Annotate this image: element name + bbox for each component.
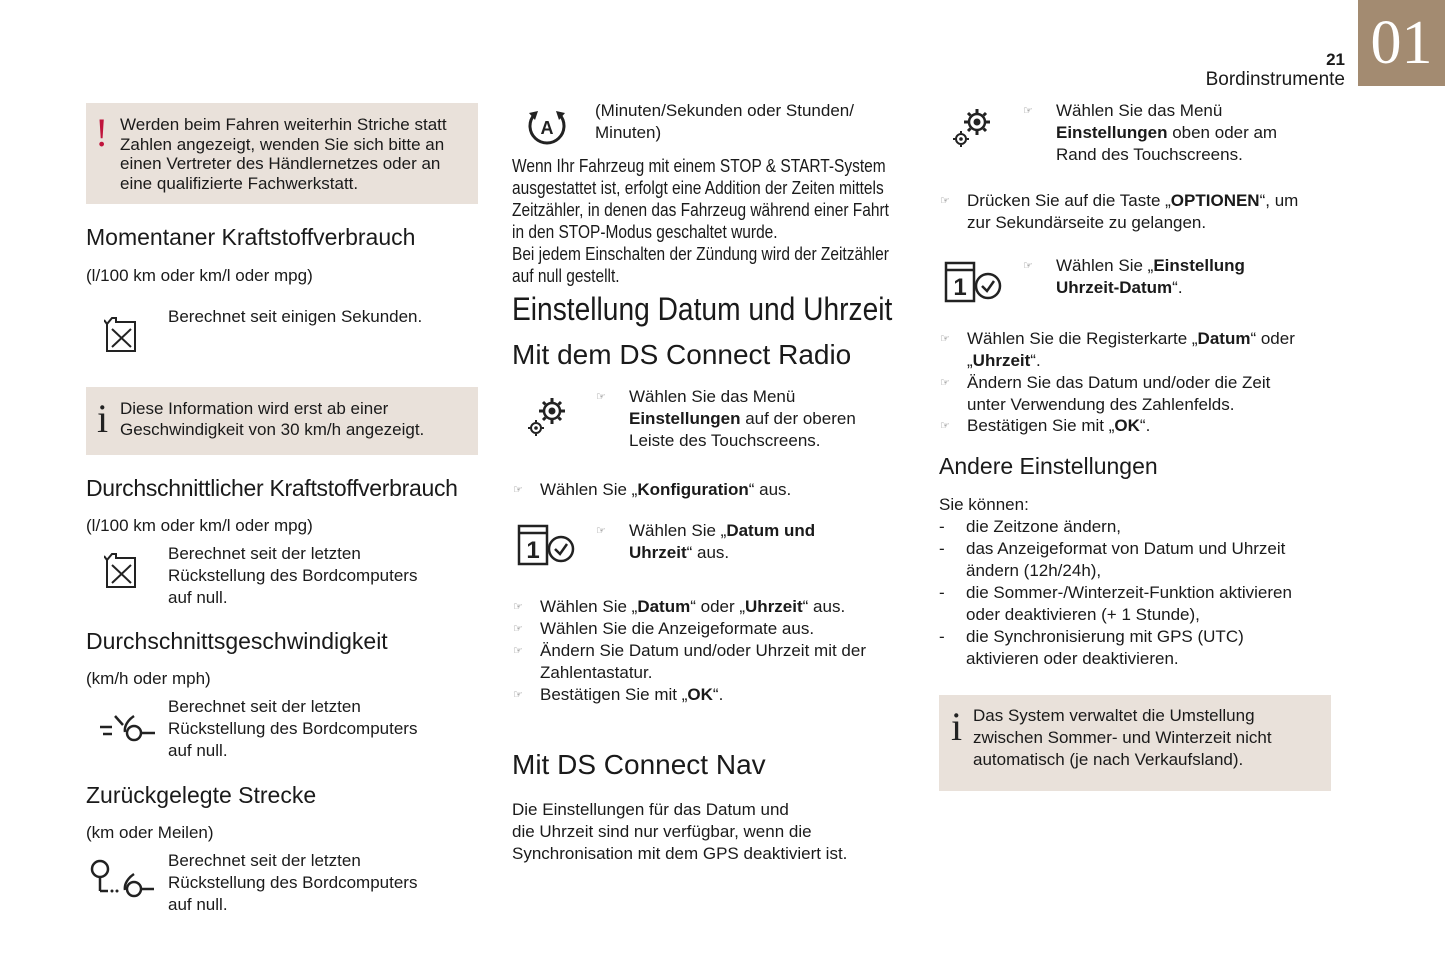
- step-line: [967, 350, 1295, 372]
- step-line: Rand des Touchscreens.: [1056, 145, 1243, 164]
- bullet-icon: ☞: [940, 377, 950, 389]
- momentary-text: Berechnet seit einigen Sekunden.: [168, 307, 423, 326]
- step-rest: auf der oberen: [740, 409, 856, 428]
- text-bold: Uhrzeit: [745, 597, 803, 616]
- settings-gears-icon: [951, 106, 995, 150]
- svg-text:1: 1: [953, 274, 967, 301]
- step-line: [1056, 122, 1277, 144]
- text-line: Bei jedem Einschalten der Zündung wird der Zeitzähler: [512, 244, 889, 264]
- bullet-icon: ☞: [940, 420, 950, 432]
- text-line: Zeitzähler, in denen das Fahrzeug während einer Fahrt: [512, 200, 889, 220]
- caption-line: (Minuten/Sekunden oder Stunden/: [595, 101, 854, 120]
- info-mark: i: [97, 396, 109, 441]
- text-part: Wählen Sie „: [540, 480, 638, 499]
- text-line: auf null.: [168, 741, 228, 760]
- step-line: Ändern Sie Datum und/oder Uhrzeit mit der: [540, 641, 866, 660]
- step-line: [629, 520, 815, 542]
- text-line: Rückstellung des Bordcomputers: [168, 873, 418, 892]
- fuel-can-icon: [104, 551, 138, 589]
- text-bold: Konfiguration: [637, 480, 749, 499]
- distance-title: Zurückgelegte Strecke: [86, 782, 317, 808]
- step-line: Wählen Sie das Menü: [1056, 101, 1223, 120]
- text-part: “.: [712, 685, 724, 704]
- text-bold: Uhrzeit-Datum: [1056, 278, 1173, 297]
- text-bold: Datum: [637, 597, 691, 616]
- text-part: Wählen Sie „: [629, 521, 727, 540]
- calendar-clock-icon: [944, 260, 1004, 304]
- bullet-icon: ☞: [513, 645, 523, 657]
- bullet-icon: ☞: [940, 333, 950, 345]
- text-line: Rückstellung des Bordcomputers: [168, 719, 418, 738]
- warning-line: Werden beim Fahren weiterhin Striche statt: [120, 115, 447, 134]
- text-part: “.: [1030, 351, 1041, 370]
- bullet-icon: ☞: [596, 391, 606, 403]
- section-title: Bordinstrumente: [1205, 69, 1345, 90]
- step-text: [967, 415, 1150, 437]
- warning-text: [120, 115, 447, 193]
- step-line: zur Sekundärseite zu gelangen.: [967, 213, 1207, 232]
- list-text: die Sommer-/Winterzeit-Funktion aktivieren: [966, 583, 1292, 602]
- bullet-icon: ☞: [513, 484, 523, 496]
- stopstart-text: [512, 155, 889, 287]
- text-part: Bestätigen Sie mit „: [967, 416, 1115, 435]
- info-line: Diese Information wird erst ab einer: [120, 399, 389, 418]
- text-bold: Datum: [1197, 329, 1251, 348]
- step-line: [1056, 255, 1245, 277]
- nav-heading: Mit DS Connect Nav: [512, 749, 766, 780]
- dash: -: [939, 627, 945, 646]
- info-line: Das System verwaltet die Umstellung: [973, 706, 1255, 725]
- distance-units: (km oder Meilen): [86, 823, 214, 842]
- caption-line: Minuten): [595, 123, 662, 142]
- bullet-icon: ☞: [596, 525, 606, 537]
- info-line: zwischen Sommer- und Winterzeit nicht: [973, 728, 1272, 747]
- text-part: “ aus.: [686, 543, 730, 562]
- text-part: “ oder „: [690, 597, 746, 616]
- stopstart-caption: [595, 100, 854, 144]
- average-consumption-units: (l/100 km oder km/l oder mpg): [86, 516, 313, 535]
- list-text: die Zeitzone ändern,: [966, 517, 1121, 536]
- step-text: [540, 684, 723, 706]
- step-line: [967, 328, 1295, 350]
- average-speed-text: [168, 696, 417, 762]
- other-heading: Andere Einstellungen: [939, 453, 1158, 479]
- text-bold: Datum und: [726, 521, 816, 540]
- fuel-can-icon: [104, 315, 138, 353]
- main-heading: Einstellung Datum und Uhrzeit: [512, 291, 893, 327]
- bullet-icon: ☞: [1023, 105, 1033, 117]
- step-line: Zahlentastatur.: [540, 663, 653, 682]
- step-line: Leiste des Touchscreens.: [629, 431, 821, 450]
- dash: -: [939, 517, 945, 536]
- step-bold: Einstellungen: [629, 409, 741, 428]
- text-part: Drücken Sie auf die Taste „: [967, 191, 1171, 210]
- text-part: „: [967, 351, 973, 370]
- distance-icon: [88, 858, 156, 898]
- list-text: die Synchronisierung mit GPS (UTC): [966, 627, 1244, 646]
- svg-text:A: A: [540, 118, 554, 138]
- step-text: [540, 479, 791, 501]
- text-part: “ oder: [1250, 329, 1295, 348]
- momentary-title: Momentaner Kraftstoffverbrauch: [86, 224, 416, 250]
- radio-heading: Mit dem DS Connect Radio: [512, 339, 852, 370]
- text-part: oben oder am: [1167, 123, 1278, 142]
- info-box-2: [939, 695, 1331, 791]
- page-number: 21: [1326, 50, 1345, 69]
- distance-text: [168, 850, 417, 916]
- text-part: “.: [1139, 416, 1151, 435]
- text-line: die Uhrzeit sind nur verfügbar, wenn die: [512, 822, 812, 841]
- warning-box: [86, 103, 478, 204]
- text-bold: Uhrzeit: [629, 543, 687, 562]
- text-line: Berechnet seit der letzten: [168, 544, 361, 563]
- step-line: unter Verwendung des Zahlenfelds.: [967, 395, 1235, 414]
- info-text: [120, 398, 424, 440]
- dash: -: [939, 583, 945, 602]
- text-bold: OK: [687, 685, 713, 704]
- step-line: [1056, 277, 1245, 299]
- text-line: Wenn Ihr Fahrzeug mit einem STOP & START-System: [512, 156, 886, 176]
- info-line: automatisch (je nach Verkaufsland).: [973, 750, 1244, 769]
- bullet-icon: ☞: [513, 623, 523, 635]
- other-intro: Sie können:: [939, 495, 1029, 514]
- step-text: [540, 596, 845, 618]
- text-part: Wählen Sie „: [540, 597, 638, 616]
- warning-line: einen Vertreter des Händlernetzes oder an: [120, 154, 441, 174]
- step-line: [629, 542, 815, 564]
- text-line: ausgestattet ist, erfolgt eine Addition der Zeiten mittels: [512, 178, 884, 198]
- list-text: oder deaktivieren (+ 1 Stunde),: [966, 605, 1200, 624]
- list-text: ändern (12h/24h),: [966, 561, 1102, 580]
- bullet-icon: ☞: [940, 195, 950, 207]
- text-bold: OPTIONEN: [1170, 191, 1260, 210]
- warning-mark: !: [95, 110, 109, 155]
- text-part: Wählen Sie „: [1056, 256, 1154, 275]
- step-text: Wählen Sie die Anzeigeformate aus.: [540, 619, 815, 638]
- text-line: auf null.: [168, 588, 228, 607]
- list-text: aktivieren oder deaktivieren.: [966, 649, 1179, 668]
- average-speed-title: Durchschnittsgeschwindigkeit: [86, 628, 388, 654]
- chapter-number: 01: [1370, 9, 1433, 77]
- text-part: “.: [1172, 278, 1183, 297]
- text-part: “ aus.: [802, 597, 846, 616]
- text-line: Die Einstellungen für das Datum und: [512, 800, 789, 819]
- text-bold: Einstellung: [1153, 256, 1245, 275]
- calendar-clock-icon: [517, 523, 577, 567]
- step-line: Ändern Sie das Datum und/oder die Zeit: [967, 373, 1271, 392]
- text-line: Berechnet seit der letzten: [168, 851, 361, 870]
- settings-gears-icon: [526, 395, 570, 439]
- momentary-units: (l/100 km oder km/l oder mpg): [86, 266, 313, 285]
- average-speed-units: (km/h oder mph): [86, 669, 211, 688]
- info-box: [86, 387, 478, 455]
- info-text: [973, 705, 1272, 771]
- chapter-tab: [1358, 0, 1445, 86]
- text-part: “, um: [1259, 191, 1299, 210]
- info-mark: i: [951, 704, 963, 749]
- text-bold: Uhrzeit: [972, 351, 1031, 370]
- info-line: Geschwindigkeit von 30 km/h angezeigt.: [120, 420, 425, 439]
- svg-text:1: 1: [526, 537, 540, 564]
- warning-line: Zahlen angezeigt, wenden Sie sich bitte an: [120, 134, 445, 154]
- nav-text: [512, 799, 847, 865]
- average-consumption-text: [168, 543, 417, 609]
- text-line: Synchronisation mit dem GPS deaktiviert ist.: [512, 844, 848, 863]
- average-consumption-title: Durchschnittlicher Kraftstoffverbrauch: [86, 475, 458, 501]
- step-line: [629, 408, 856, 430]
- text-line: auf null gestellt.: [512, 266, 620, 286]
- text-part: “ aus.: [748, 480, 792, 499]
- step-line: [967, 190, 1298, 212]
- warning-line: eine qualifizierte Fachwerkstatt.: [120, 173, 359, 193]
- bullet-icon: ☞: [1023, 260, 1033, 272]
- text-bold: OK: [1114, 416, 1140, 435]
- text-line: Berechnet seit der letzten: [168, 697, 361, 716]
- bullet-icon: ☞: [513, 689, 523, 701]
- text-line: auf null.: [168, 895, 228, 914]
- dash: -: [939, 539, 945, 558]
- list-text: das Anzeigeformat von Datum und Uhrzeit: [966, 539, 1286, 558]
- text-line: Rückstellung des Bordcomputers: [168, 566, 418, 585]
- text-part: Bestätigen Sie mit „: [540, 685, 688, 704]
- text-part: Wählen Sie die Registerkarte „: [967, 329, 1198, 348]
- stop-start-icon: [526, 103, 568, 149]
- step-line: Wählen Sie das Menü: [629, 387, 796, 406]
- speed-icon: [98, 712, 158, 746]
- text-bold: Einstellungen: [1056, 123, 1168, 142]
- text-line: in den STOP-Modus geschaltet wurde.: [512, 222, 778, 242]
- bullet-icon: ☞: [513, 601, 523, 613]
